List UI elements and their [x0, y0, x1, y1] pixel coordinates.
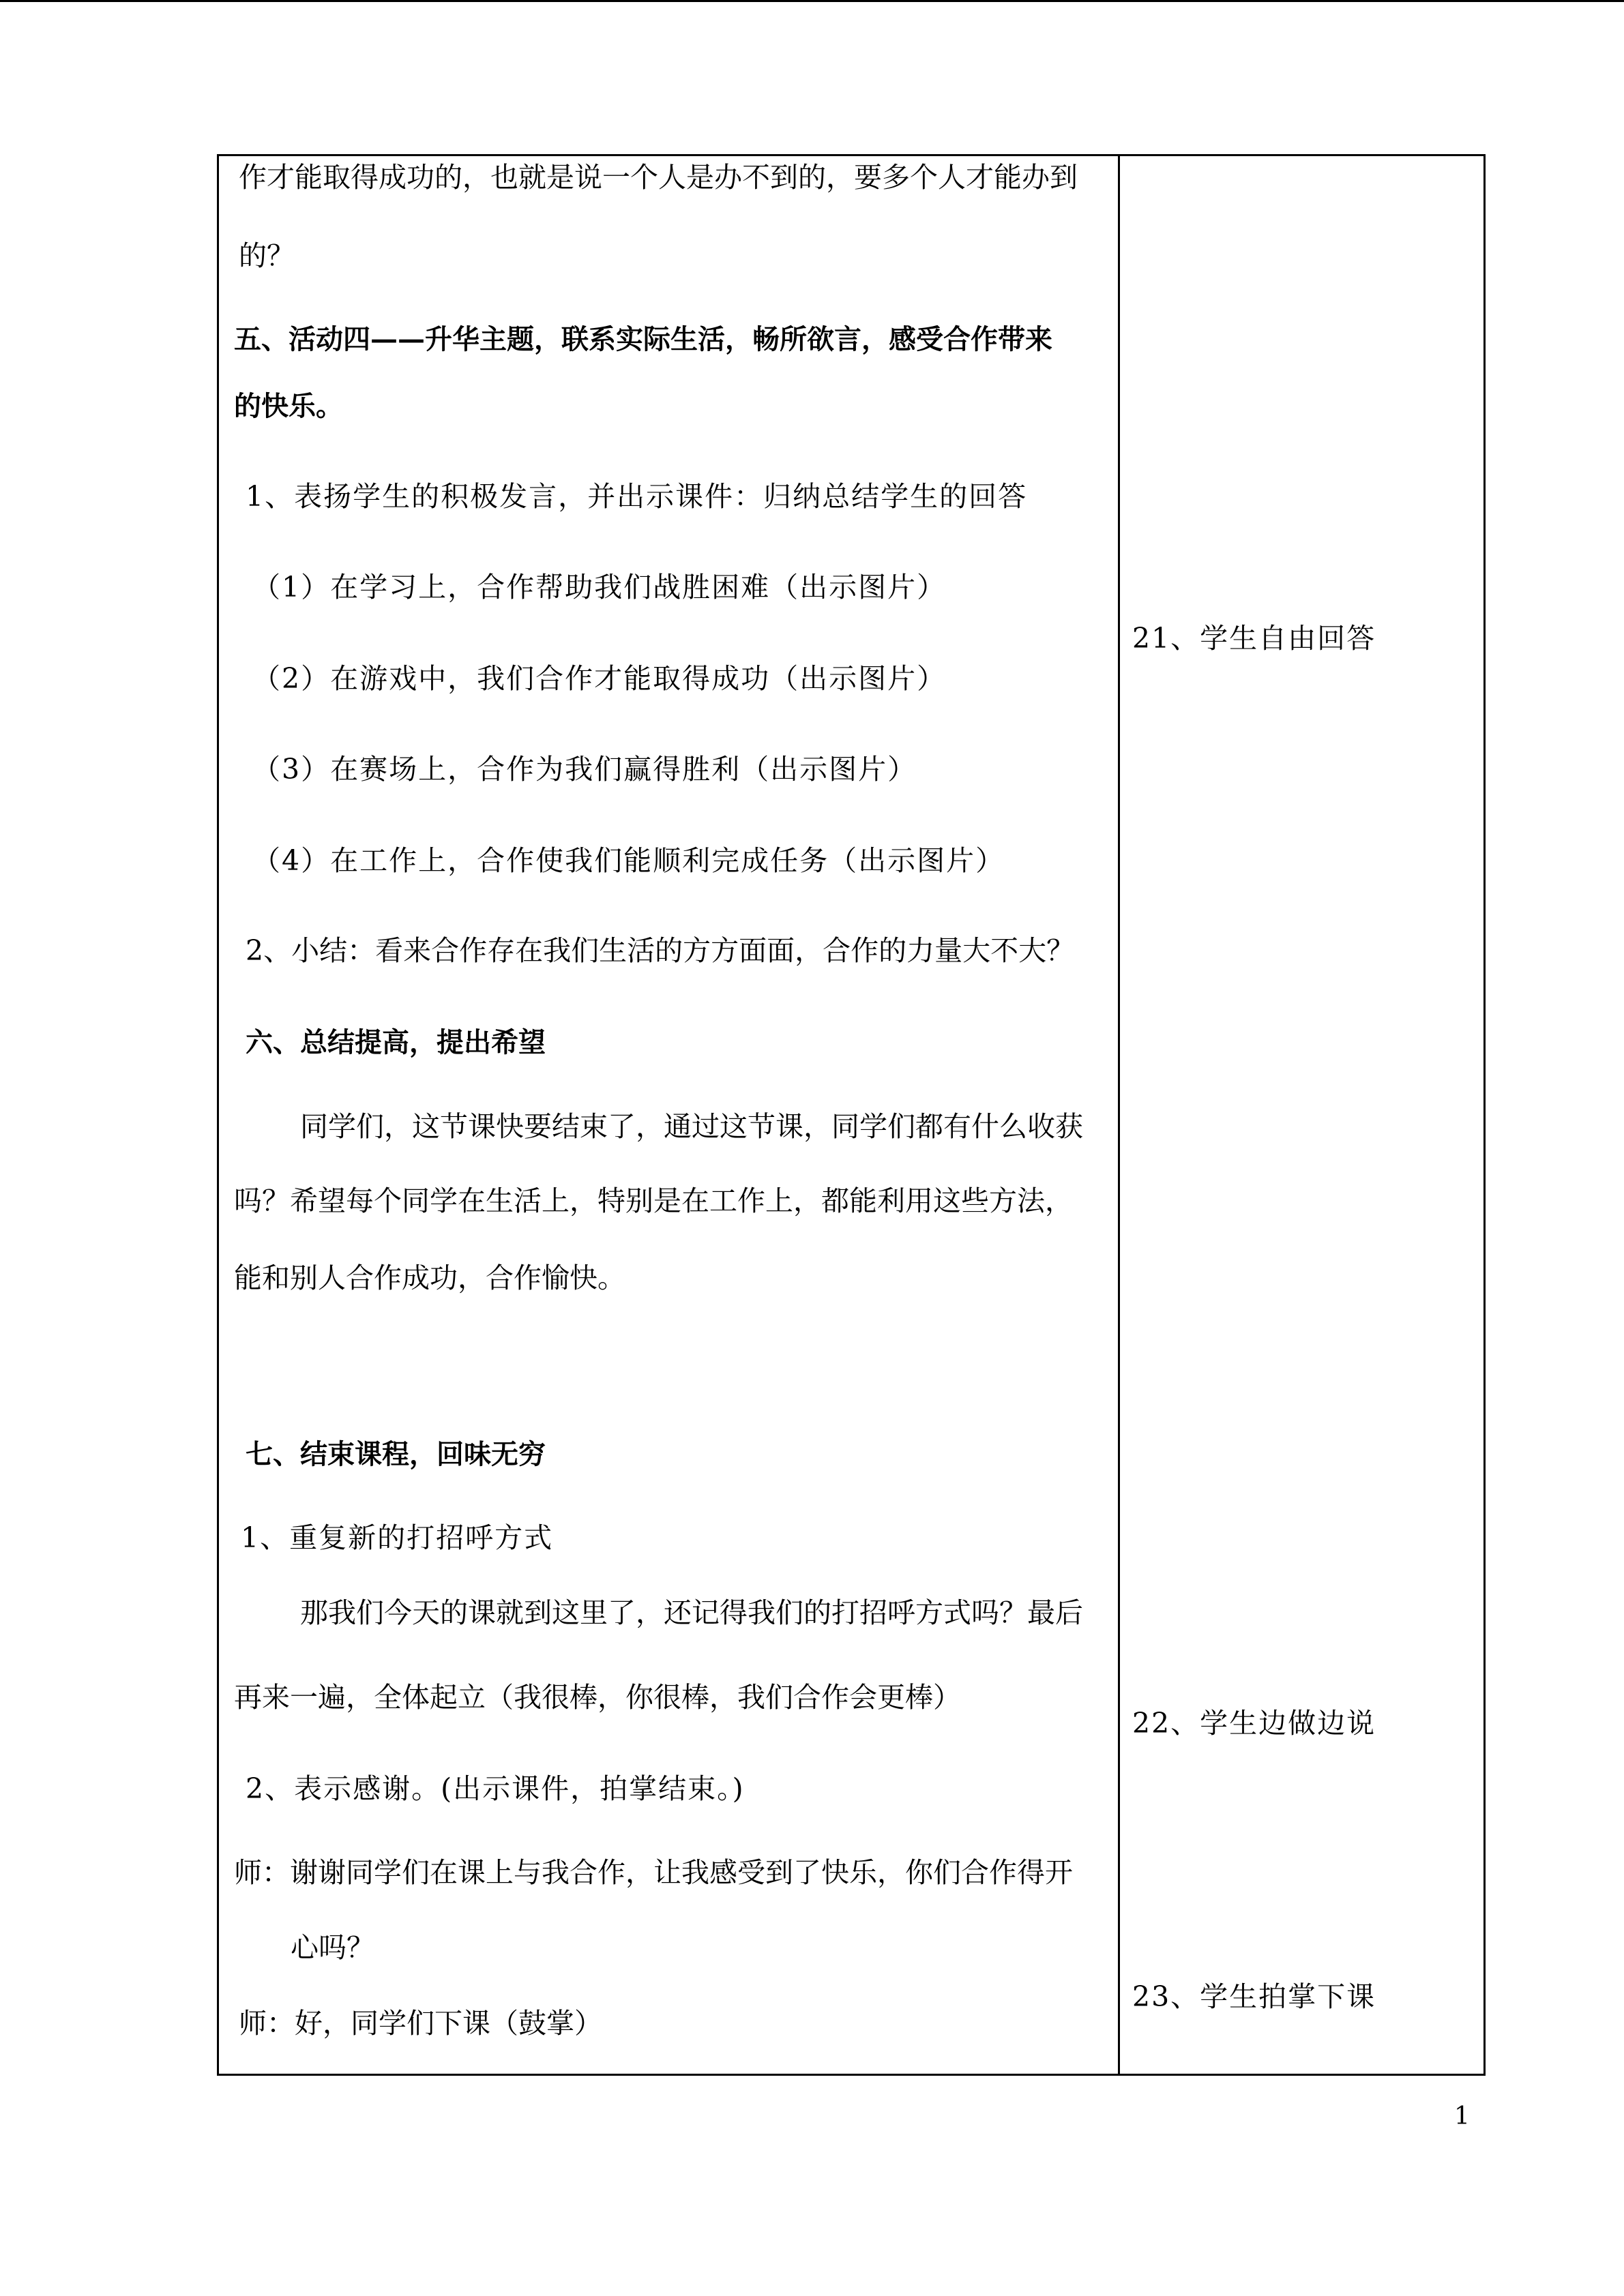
student-note: 22、学生边做边说 — [1132, 1707, 1376, 1740]
paragraph-line: 同学们，这节课快要结束了，通过这节课，同学们都有什么收获 — [300, 1110, 1083, 1143]
list-item: （1）在学习上，合作帮助我们战胜困难（出示图片） — [252, 571, 947, 603]
list-item: 1、重复新的打招呼方式 — [241, 1521, 554, 1554]
column-divider — [1118, 156, 1120, 2074]
page-number: 1 — [1454, 2102, 1470, 2130]
summary-line: 2、小结：看来合作存在我们生活的方方面面，合作的力量大不大？ — [246, 934, 1075, 967]
section-heading-5: 五、活动四——升华主题，联系实际生活，畅所欲言，感受合作带来 — [234, 323, 1052, 355]
student-note: 21、学生自由回答 — [1132, 622, 1376, 655]
paragraph-line: 能和别人合作成功，合作愉快。 — [234, 1262, 625, 1294]
list-item: （4）在工作上，合作使我们能顺利完成任务（出示图片） — [252, 844, 1005, 877]
teacher-line-cont: 心吗？ — [291, 1931, 374, 1964]
student-note: 23、学生拍掌下课 — [1132, 1980, 1376, 2013]
list-item: （3）在赛场上，合作为我们赢得胜利（出示图片） — [252, 753, 917, 786]
section-heading-7: 七、结束课程，回味无穷 — [246, 1438, 546, 1470]
section-heading-5-cont: 的快乐。 — [234, 390, 343, 422]
paragraph-line: 那我们今天的课就到这里了，还记得我们的打招呼方式吗？最后 — [300, 1596, 1083, 1629]
page-top-rule — [0, 0, 1624, 2]
list-item: （2）在游戏中，我们合作才能取得成功（出示图片） — [252, 662, 947, 695]
text-line: 作才能取得成功的，也就是说一个人是办不到的，要多个人才能办到 — [239, 161, 1078, 194]
paragraph-line: 再来一遍，全体起立（我很棒，你很棒，我们合作会更棒） — [234, 1681, 961, 1714]
section-heading-6: 六、总结提高，提出希望 — [246, 1026, 546, 1058]
list-item: 1、表扬学生的积极发言，并出示课件：归纳总结学生的回答 — [246, 480, 1028, 513]
text-line: 的？ — [239, 239, 295, 272]
list-item: 2、表示感谢。(出示课件，拍掌结束。) — [246, 1772, 745, 1805]
teacher-line: 师：谢谢同学们在课上与我合作，让我感受到了快乐，你们合作得开 — [234, 1856, 1073, 1889]
teacher-line: 师：好，同学们下课（鼓掌） — [239, 2007, 602, 2040]
paragraph-line: 吗？希望每个同学在生活上，特别是在工作上，都能利用这些方法， — [234, 1184, 1073, 1217]
